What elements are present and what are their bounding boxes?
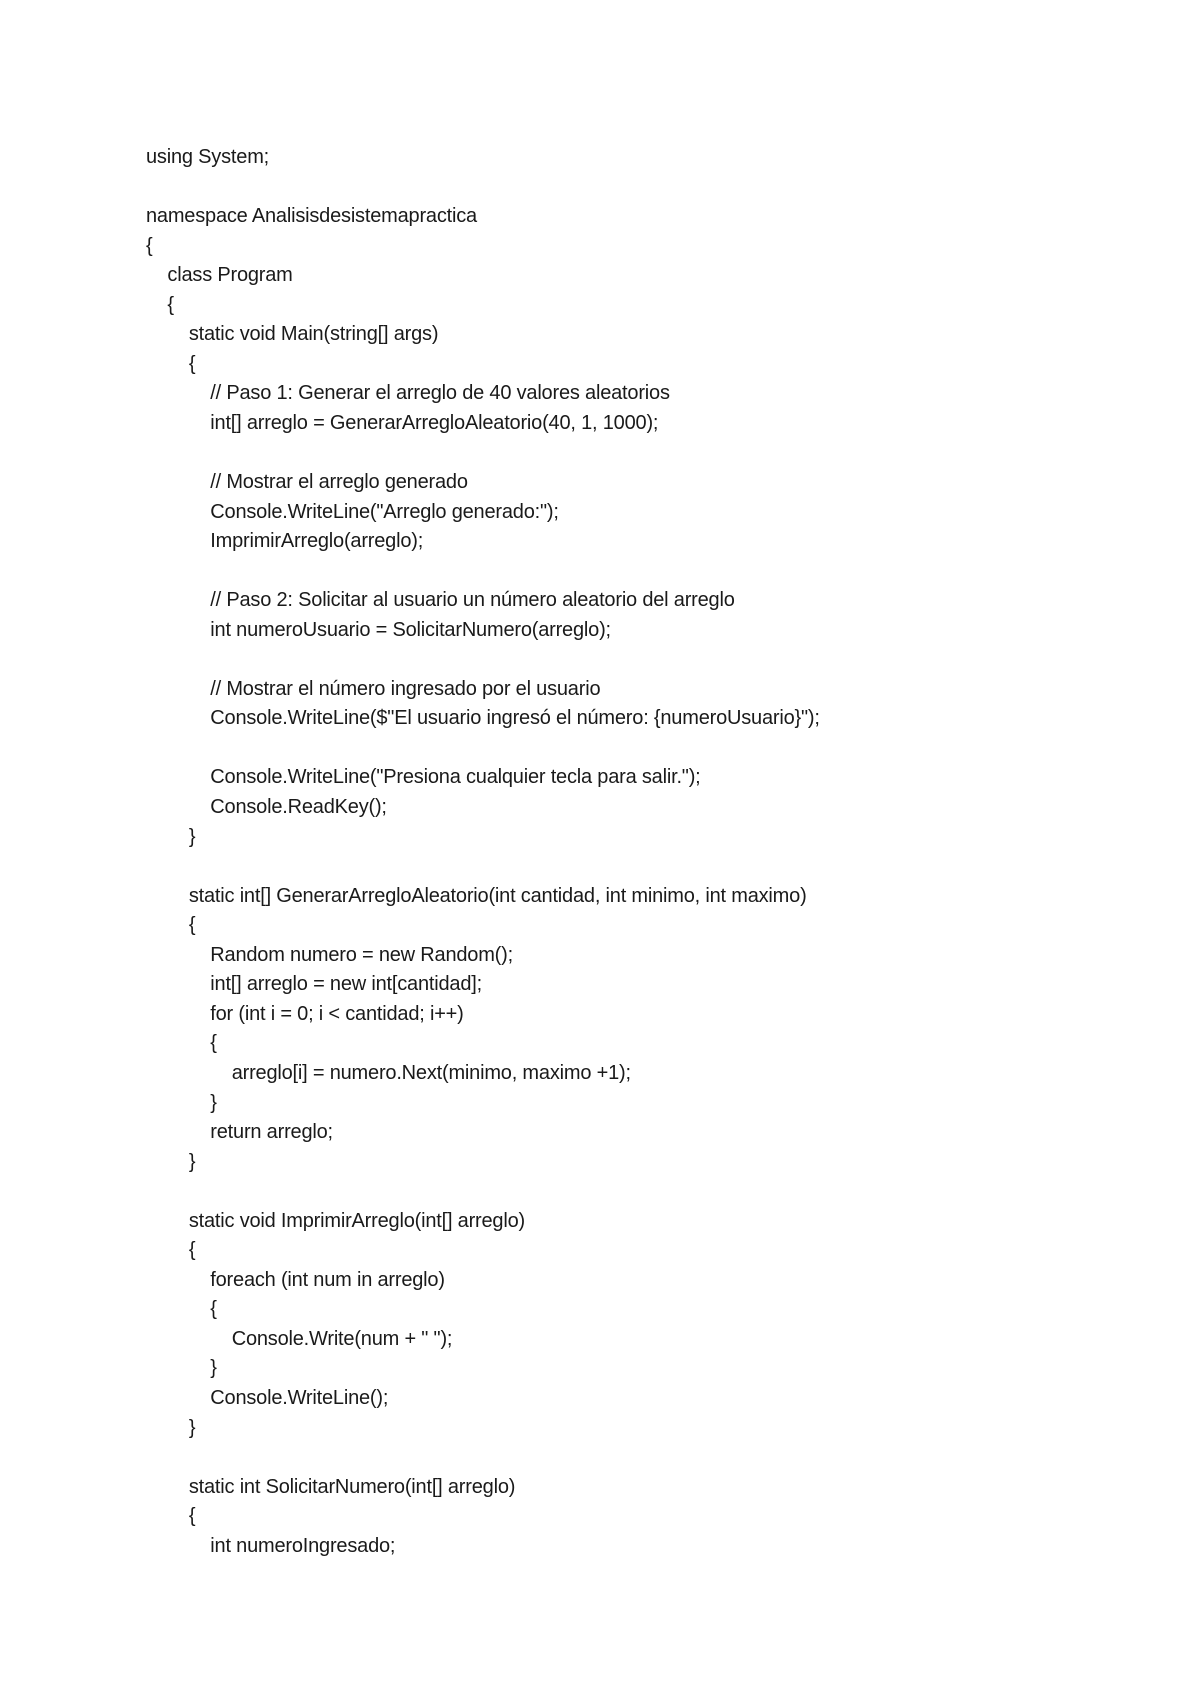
code-line: namespace Analisisdesistemapractica [146, 205, 477, 228]
code-line: Console.WriteLine("Arreglo generado:"); [146, 500, 559, 523]
code-line: { [146, 1239, 196, 1262]
code-line [146, 1177, 820, 1207]
code-line: { [146, 234, 153, 257]
code-line: { [146, 914, 196, 937]
code-line: int numeroIngresado; [146, 1534, 396, 1557]
code-line: { [146, 1032, 217, 1055]
code-line: static void ImprimirArreglo(int[] arreglo) [146, 1209, 525, 1232]
code-line: } [146, 1091, 217, 1114]
code-line: } [146, 1357, 217, 1380]
code-line: // Mostrar el arreglo generado [146, 471, 468, 494]
code-line: arreglo[i] = numero.Next(minimo, maximo +1); [146, 1061, 631, 1084]
code-line: // Paso 1: Generar el arreglo de 40 valores aleatorios [146, 382, 670, 405]
code-line [146, 734, 820, 764]
code-line: { [146, 293, 174, 316]
code-line: using System; [146, 146, 270, 168]
code-line: } [146, 825, 196, 848]
code-line: foreach (int num in arreglo) [146, 1268, 445, 1291]
code-line: // Mostrar el número ingresado por el usuario [146, 677, 601, 700]
code-line: class Program [146, 264, 293, 287]
code-line: } [146, 1416, 196, 1439]
code-line: { [146, 1298, 217, 1321]
code-line [146, 173, 820, 203]
code-line: Console.WriteLine(); [146, 1386, 389, 1409]
code-line [146, 852, 820, 882]
code-line: int[] arreglo = new int[cantidad]; [146, 973, 482, 996]
code-line [146, 557, 820, 587]
code-listing [146, 143, 820, 1561]
code-line: Console.ReadKey(); [146, 796, 387, 819]
code-line: ImprimirArreglo(arreglo); [146, 530, 424, 553]
code-line [146, 645, 820, 675]
code-line: int[] arreglo = GenerarArregloAleatorio(40, 1, 1000); [146, 411, 659, 434]
code-line [146, 438, 820, 468]
code-line: static int[] GenerarArregloAleatorio(int cantidad, int minimo, int maximo) [146, 884, 807, 907]
code-line: Console.WriteLine($"El usuario ingresó el número: {numeroUsuario}"); [146, 707, 820, 730]
code-line: for (int i = 0; i < cantidad; i++) [146, 1002, 464, 1025]
code-line: Console.Write(num + " "); [146, 1327, 453, 1350]
code-line: static int SolicitarNumero(int[] arreglo) [146, 1475, 516, 1498]
code-line: Console.WriteLine("Presiona cualquier tecla para salir."); [146, 766, 701, 789]
code-line: { [146, 352, 196, 375]
code-line: return arreglo; [146, 1121, 333, 1144]
code-line [146, 1443, 820, 1473]
code-line: static void Main(string[] args) [146, 323, 439, 346]
code-line: int numeroUsuario = SolicitarNumero(arreglo); [146, 618, 611, 641]
code-line: // Paso 2: Solicitar al usuario un número aleatorio del arreglo [146, 589, 735, 612]
code-line: Random numero = new Random(); [146, 943, 513, 966]
code-line: { [146, 1505, 196, 1528]
code-line: } [146, 1150, 196, 1173]
